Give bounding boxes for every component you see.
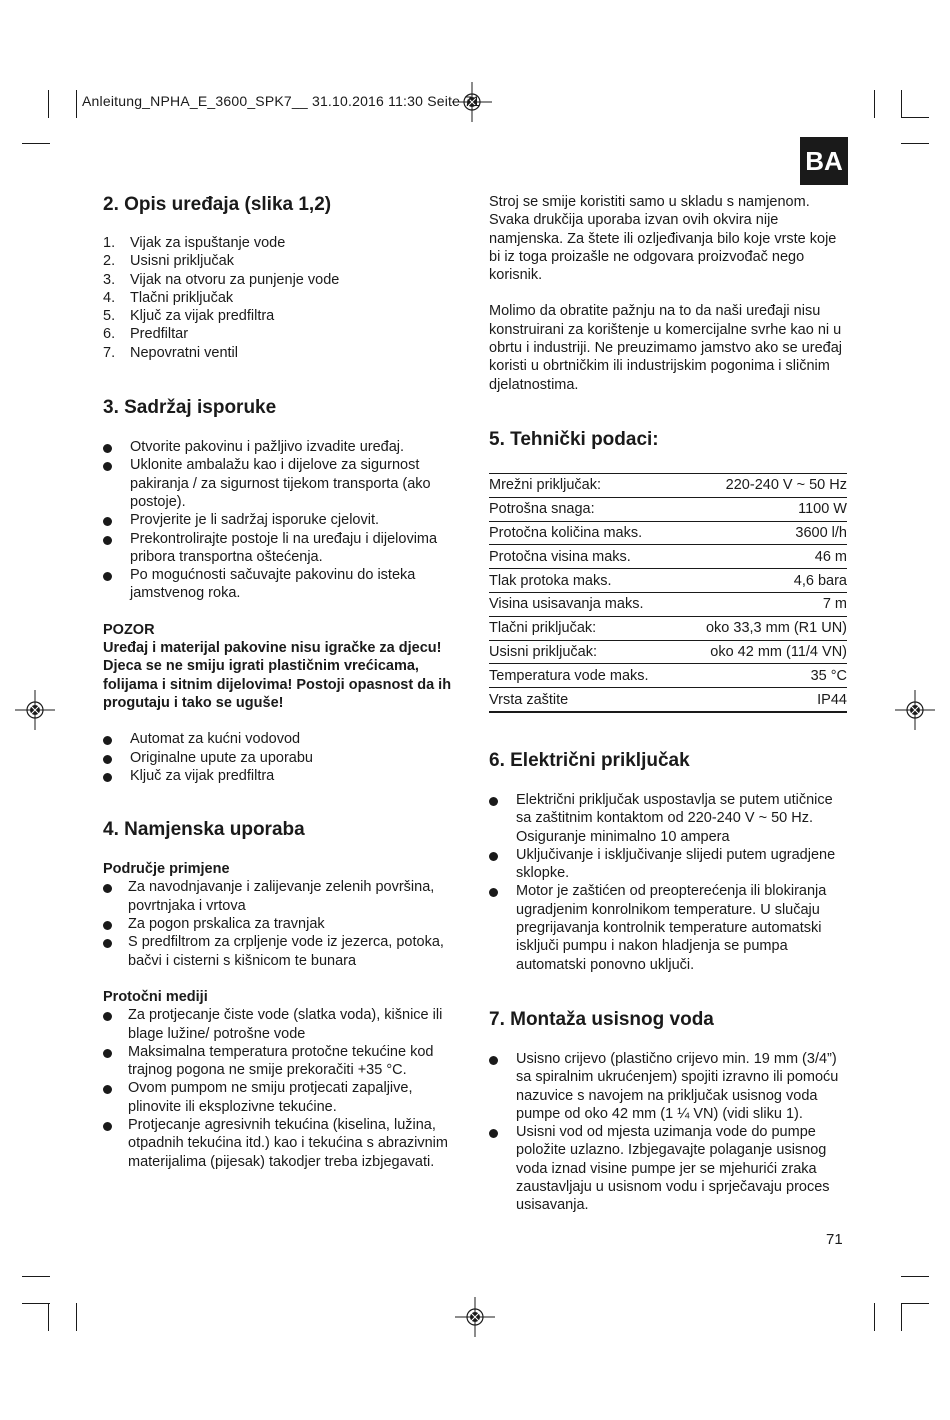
spec-value: oko 33,3 mm (R1 UN)	[679, 616, 847, 640]
spec-row	[489, 688, 847, 712]
item-text: Provjerite je li sadržaj isporuke cjelovit.	[130, 512, 380, 529]
list-item	[489, 882, 849, 973]
crop-mark-top-left-v	[48, 90, 49, 118]
crop-mark-bottom-left-h	[22, 1276, 50, 1277]
tech-specs-table	[489, 473, 847, 713]
spec-row	[489, 616, 847, 640]
spec-row	[489, 521, 847, 545]
bullet-icon	[103, 915, 128, 933]
crop-mark-top-right-h	[901, 117, 929, 118]
list-item	[489, 846, 849, 883]
item-number: 2.	[103, 253, 116, 270]
item-number: 7.	[103, 344, 116, 361]
spec-row	[489, 545, 847, 569]
spec-label: Mrežni priključak:	[489, 473, 679, 497]
spec-label: Temperatura vode maks.	[489, 664, 679, 688]
unpacking-steps	[103, 438, 463, 603]
item-text: Ovom pumpom ne smiju protjecati zapaljive, plinovite ili eksplozivne tekućine.	[128, 1080, 413, 1115]
item-text: Usisni vod od mjesta uzimanja vode do pumpe položite uzlazno. Izbjegavajte polaganje usisnog voda iznad visine pumpe jer se mjehurići zraka zaustavljaju u usisnom vodu i sprječavaju proces usisavanja.	[516, 1124, 830, 1214]
media-heading: Protočni mediji	[103, 988, 208, 1005]
bullet-icon	[103, 1116, 128, 1171]
item-text: Usisni priključak	[130, 253, 234, 270]
list-item	[103, 1043, 463, 1080]
item-text: Originalne upute za uporabu	[130, 749, 313, 766]
spec-label: Visina usisavanja maks.	[489, 592, 679, 616]
list-item	[103, 511, 463, 529]
spec-row	[489, 664, 847, 688]
list-item	[489, 791, 849, 846]
list-item	[489, 1050, 849, 1123]
section-5-title: 5. Tehnički podaci:	[489, 428, 659, 450]
spec-value: IP44	[679, 688, 847, 712]
item-text: Usisno crijevo (plastično crijevo min. 19 mm (3/4”) sa spiralnim ukrućenjem) spojiti izravno ili pomoću nazuvice s navojem na priključak usisnog voda pumpe od oko 42 mm (1 ¼ VN) (vidi sliku 1).	[516, 1050, 839, 1122]
spec-value: 1100 W	[679, 497, 847, 521]
item-number: 5.	[103, 308, 116, 325]
bullet-icon	[489, 1050, 516, 1123]
item-number: 6.	[103, 326, 116, 343]
item-text: Prekontrolirajte postoje li na uređaju i dijelovima pribora transportna oštećenja.	[130, 530, 438, 565]
crop-mark-bottom-left-h2	[22, 1303, 50, 1304]
bullet-icon	[103, 730, 130, 748]
item-text: Otvorite pakovinu i pažljivo izvadite uređaj.	[130, 439, 405, 456]
list-item	[103, 730, 463, 748]
spec-row	[489, 569, 847, 593]
item-text: Električni priključak uspostavlja se putem utičnice sa zaštitnim kontaktom od 220-240 V ~ 50 Hz. Osiguranje minimalno 10 ampera	[516, 791, 833, 845]
spec-value: oko 42 mm (11/4 VN)	[679, 640, 847, 664]
crop-mark-bottom-right-v	[874, 1303, 875, 1331]
spec-value: 7 m	[679, 592, 847, 616]
list-item	[103, 1006, 463, 1043]
spec-label: Usisni priključak:	[489, 640, 679, 664]
bullet-icon	[103, 933, 128, 970]
list-item	[103, 915, 463, 933]
list-item	[103, 933, 463, 970]
spec-value: 3600 l/h	[679, 521, 847, 545]
item-text: Protjecanje agresivnih tekućina (kiselina, lužina, otpadnih tekućina itd.) kao i tekućina s abrazivnim materijalima (pijesak) takodjer treba izbjegavati.	[128, 1116, 448, 1170]
item-text: Ključ za vijak predfiltra	[130, 767, 275, 784]
list-item	[103, 767, 463, 785]
crop-mark-top-left-h	[22, 143, 50, 144]
list-item	[103, 325, 463, 343]
item-number: 3.	[103, 271, 116, 288]
bullet-icon	[103, 767, 130, 785]
item-text: Za pogon prskalica za travnjak	[128, 916, 325, 933]
item-number: 1.	[103, 235, 116, 251]
crop-mark-top-right-v2	[901, 90, 902, 118]
item-text: Za protjecanje čiste vode (slatka voda), kišnice ili blage lužine/ potrošne vode	[128, 1007, 443, 1042]
list-item	[103, 289, 463, 307]
list-item	[489, 1123, 849, 1214]
section-3-title: 3. Sadržaj isporuke	[103, 397, 277, 419]
item-text: Vijak na otvoru za punjenje vode	[130, 271, 340, 288]
list-item	[103, 344, 463, 362]
list-item	[103, 271, 463, 289]
item-text: Za navodnjavanje i zalijevanje zelenih površina, povrtnjaka i vrtova	[128, 879, 435, 914]
electrical-list	[489, 791, 849, 974]
item-text: Po mogućnosti sačuvajte pakovinu do isteka jamstvenog roka.	[130, 567, 416, 602]
crop-mark-bottom-left-v	[48, 1303, 49, 1331]
bullet-icon	[489, 791, 516, 846]
bullet-icon	[103, 456, 130, 511]
spec-value: 4,6 bara	[679, 569, 847, 593]
right-column	[489, 193, 849, 1215]
crop-mark-top-right-v	[874, 90, 875, 118]
section-2-title: 2. Opis uređaja (slika 1,2)	[103, 194, 332, 215]
section-4-title: 4. Namjenska uporaba	[103, 819, 305, 841]
list-item	[103, 1116, 463, 1171]
registration-mark-right-icon	[895, 690, 935, 730]
print-slug: Anleitung_NPHA_E_3600_SPK7__ 31.10.2016 11:30 Seite 71	[82, 93, 481, 109]
item-text: Automat za kućni vodovod	[130, 731, 301, 748]
bullet-icon	[489, 846, 516, 883]
item-text: Maksimalna temperatura protočne tekućine kod trajnog pogona ne smije prekoračiti +35 °C.	[128, 1043, 434, 1079]
spec-value: 35 °C	[679, 664, 847, 688]
item-text: Tlačni priključak	[130, 289, 234, 306]
spec-row	[489, 592, 847, 616]
spec-row	[489, 640, 847, 664]
bullet-icon	[489, 1123, 516, 1214]
bullet-icon	[103, 1079, 128, 1116]
item-text: Motor je zaštićen od preopterećenja ili blokiranja ugradjenim konrolnikom temperature. U slučaju pregrijavanja kontrolnik temperature automatski isključi pumpu i nakon hladjenja se pumpa automatski ponovno uključi.	[516, 883, 827, 973]
crop-mark-bottom-right-h	[901, 1276, 929, 1277]
item-text: Uključivanje i isključivanje slijedi putem ugradjene sklopke.	[516, 846, 836, 882]
list-item	[103, 234, 463, 252]
spec-label: Protočna količina maks.	[489, 521, 679, 545]
item-text: Vijak za ispuštanje vode	[130, 235, 286, 251]
crop-mark-bottom-left-v2	[76, 1303, 77, 1331]
spec-row	[489, 497, 847, 521]
item-text: Uklonite ambalažu kao i dijelove za sigurnost pakiranja / za sigurnost tijekom transporta (ako postoje).	[130, 457, 431, 510]
bullet-icon	[103, 1043, 128, 1080]
list-item	[103, 307, 463, 325]
left-column	[103, 193, 463, 1171]
bullet-icon	[103, 749, 130, 767]
registration-mark-left-icon	[15, 690, 55, 730]
application-area-list	[103, 878, 463, 969]
list-item	[103, 530, 463, 567]
warning-heading: POZOR	[103, 621, 155, 638]
suction-line-list	[489, 1050, 849, 1215]
item-text: Nepovratni ventil	[130, 344, 238, 361]
intended-use-paragraph: Molimo da obratite pažnju na to da naši uređaji nisu konstruirani za korištenje u komercijalne svrhe kao ni u obrtu i industriji. Ne preuzimamo jamstvo ako se uređaj koristi u obrtničkim ili industrijskim pogonima i sličnim djelatnostima.	[489, 303, 842, 393]
delivery-contents	[103, 730, 463, 785]
list-item	[103, 252, 463, 270]
crop-mark-top-right-h2	[901, 143, 929, 144]
bullet-icon	[103, 566, 130, 603]
registration-mark-bottom-icon	[455, 1297, 495, 1337]
bullet-icon	[103, 1006, 128, 1043]
spec-label: Tlačni priključak:	[489, 616, 679, 640]
bullet-icon	[103, 878, 128, 915]
intended-use-paragraph: Stroj se smije koristiti samo u skladu s namjenom. Svaka drukčija uporaba izvan ovih okvira nije namjenska. Za štete ili ozljeđivanja bilo koje vrste koje bi iz toga proizašle ne odgovara proizvođač nego korisnik.	[489, 194, 837, 284]
media-list	[103, 1006, 463, 1171]
bullet-icon	[103, 511, 130, 529]
item-number: 4.	[103, 289, 116, 306]
crop-mark-bottom-right-h2	[901, 1303, 929, 1304]
bullet-icon	[103, 438, 130, 456]
section-7-title: 7. Montaža usisnog voda	[489, 1008, 714, 1030]
item-text: Predfiltar	[130, 326, 189, 343]
spec-label: Tlak protoka maks.	[489, 569, 679, 593]
parts-list	[103, 234, 463, 362]
section-6-title: 6. Električni priključak	[489, 749, 690, 771]
spec-value: 46 m	[679, 545, 847, 569]
page-number: 71	[826, 1231, 843, 1248]
item-text: Ključ za vijak predfiltra	[130, 308, 275, 325]
spec-row	[489, 473, 847, 497]
list-item	[103, 749, 463, 767]
list-item	[103, 438, 463, 456]
list-item	[103, 566, 463, 603]
spec-label: Vrsta zaštite	[489, 688, 679, 712]
list-item	[103, 878, 463, 915]
bullet-icon	[103, 530, 130, 567]
language-badge: BA	[800, 137, 848, 185]
list-item	[103, 1079, 463, 1116]
application-area-heading: Područje primjene	[103, 861, 230, 878]
spec-value: 220-240 V ~ 50 Hz	[679, 473, 847, 497]
crop-mark-bottom-right-v2	[901, 1303, 902, 1331]
warning-text: Uređaj i materijal pakovine nisu igračke za djecu! Djeca se ne smiju igrati plastičnim vrećicama, folijama i sitnim dijelovima! Postoji opasnost da ih progutaju i tako se uguše!	[103, 640, 452, 711]
crop-mark-top-left-v2	[76, 90, 77, 118]
spec-label: Potrošna snaga:	[489, 497, 679, 521]
spec-label: Protočna visina maks.	[489, 545, 679, 569]
item-text: S predfiltrom za crpljenje vode iz jezerca, potoka, bačvi i cisterni s kišnicom te bunara	[128, 934, 444, 969]
list-item	[103, 456, 463, 511]
bullet-icon	[489, 882, 516, 973]
